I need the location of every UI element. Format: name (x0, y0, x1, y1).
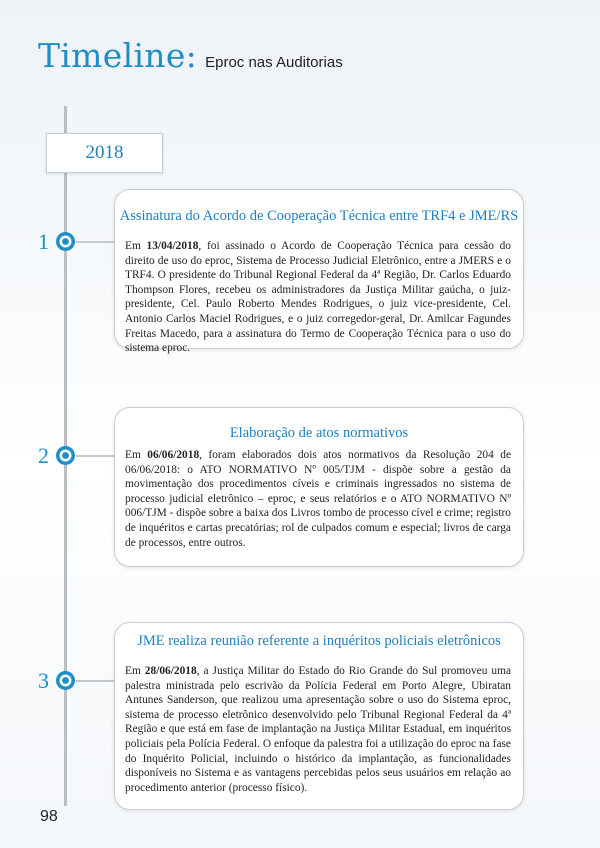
timeline-number-3: 3 (38, 668, 49, 693)
card-date: 28/06/2018 (144, 665, 197, 677)
target-ring-icon (55, 231, 76, 252)
timeline-card (114, 407, 524, 567)
page-number: 98 (40, 808, 58, 825)
timeline-connector (76, 241, 114, 243)
card-date: 13/04/2018 (146, 240, 199, 252)
timeline-card (114, 622, 524, 810)
card-text: Em 13/04/2018, foi assinado o Acordo de Cooperação Técnica para cessão do direito de uso do eproc, Sistema de Processo Judicial Eletrônico, entre a JMERS e o TRF4. O presidente do Tribunal Regional Federal da 4ª Região, Dr. Carlos Eduardo Thompson Flores, recebeu os administradores da Justiça Militar gaúcha, o juiz-presidente, Cel. Paulo Roberto Mendes Rodrigues, o juiz vice-presidente, Cel. Antonio Carlos Maciel Rodrigues, e o juiz corregedor-geral, Dr. Amilcar Fagundes Freitas Macedo, para a assinatura do Termo de Cooperação Técnica para o uso do sistema eproc. (125, 240, 511, 355)
page-header (38, 36, 343, 75)
page-title: Timeline: (38, 36, 198, 75)
card-text: Em 28/06/2018, a Justiça Militar do Estado do Rio Grande do Sul promoveu uma palestra ministrada pelo escrivão da Polícia Federal em Porto Alegre, Ubiratan Antunes Sanderson, que realizou uma apresentação sobre o uso do Sistema eproc, sistema de processo eletrônico desenvolvido pelo Tribunal Regional Federal da 4ª Região e que está em fase de implantação na Justiça Militar Estadual, em inquéritos policiais pela Polícia Federal. O enfoque da palestra foi a utilização do eproc na fase do Inquérito Policial, incluindo o histórico da implantação, as funcionalidades disponíveis no Sistema e as vantagens percebidas pelos seus usuários em relação ao procedimento anterior (processo físico). (125, 665, 512, 794)
target-ring-icon (55, 670, 76, 691)
target-ring-icon (55, 445, 76, 466)
year-label: 2018 (46, 133, 163, 173)
card-text: Em 06/06/2018, foram elaborados dois atos normativos da Resolução 204 de 06/06/2018: o ATO NORMATIVO Nº 005/TJM - dispõe sobre a gestão da movimentação dos procedimentos cíveis e criminais ingressados no sistema de processo judicial eletrônico – eproc, e seus relatórios e o ATO NORMATIVO Nº 006/TJM - dispõe sobre a baixa dos Livros tombo de processo cível e crime; registro de inquéritos e cartas precatórias; rol de culpados comum e especial; livros de carga de processos, entre outros. (125, 449, 511, 549)
timeline-connector (76, 455, 114, 457)
timeline-number-1: 1 (38, 229, 49, 254)
card-date: 06/06/2018 (147, 449, 200, 461)
card-title: Assinatura do Acordo de Cooperação Técnica entre TRF4 e JME/RS (119, 208, 519, 224)
card-title: JME realiza reunião referente a inquéritos policiais eletrônicos (137, 633, 501, 649)
timeline-card (114, 189, 524, 355)
card-title: Elaboração de atos normativos (229, 425, 409, 441)
page-subtitle: Eproc nas Auditorias (205, 54, 343, 71)
timeline-number-2: 2 (38, 443, 49, 468)
timeline-connector (76, 680, 114, 682)
